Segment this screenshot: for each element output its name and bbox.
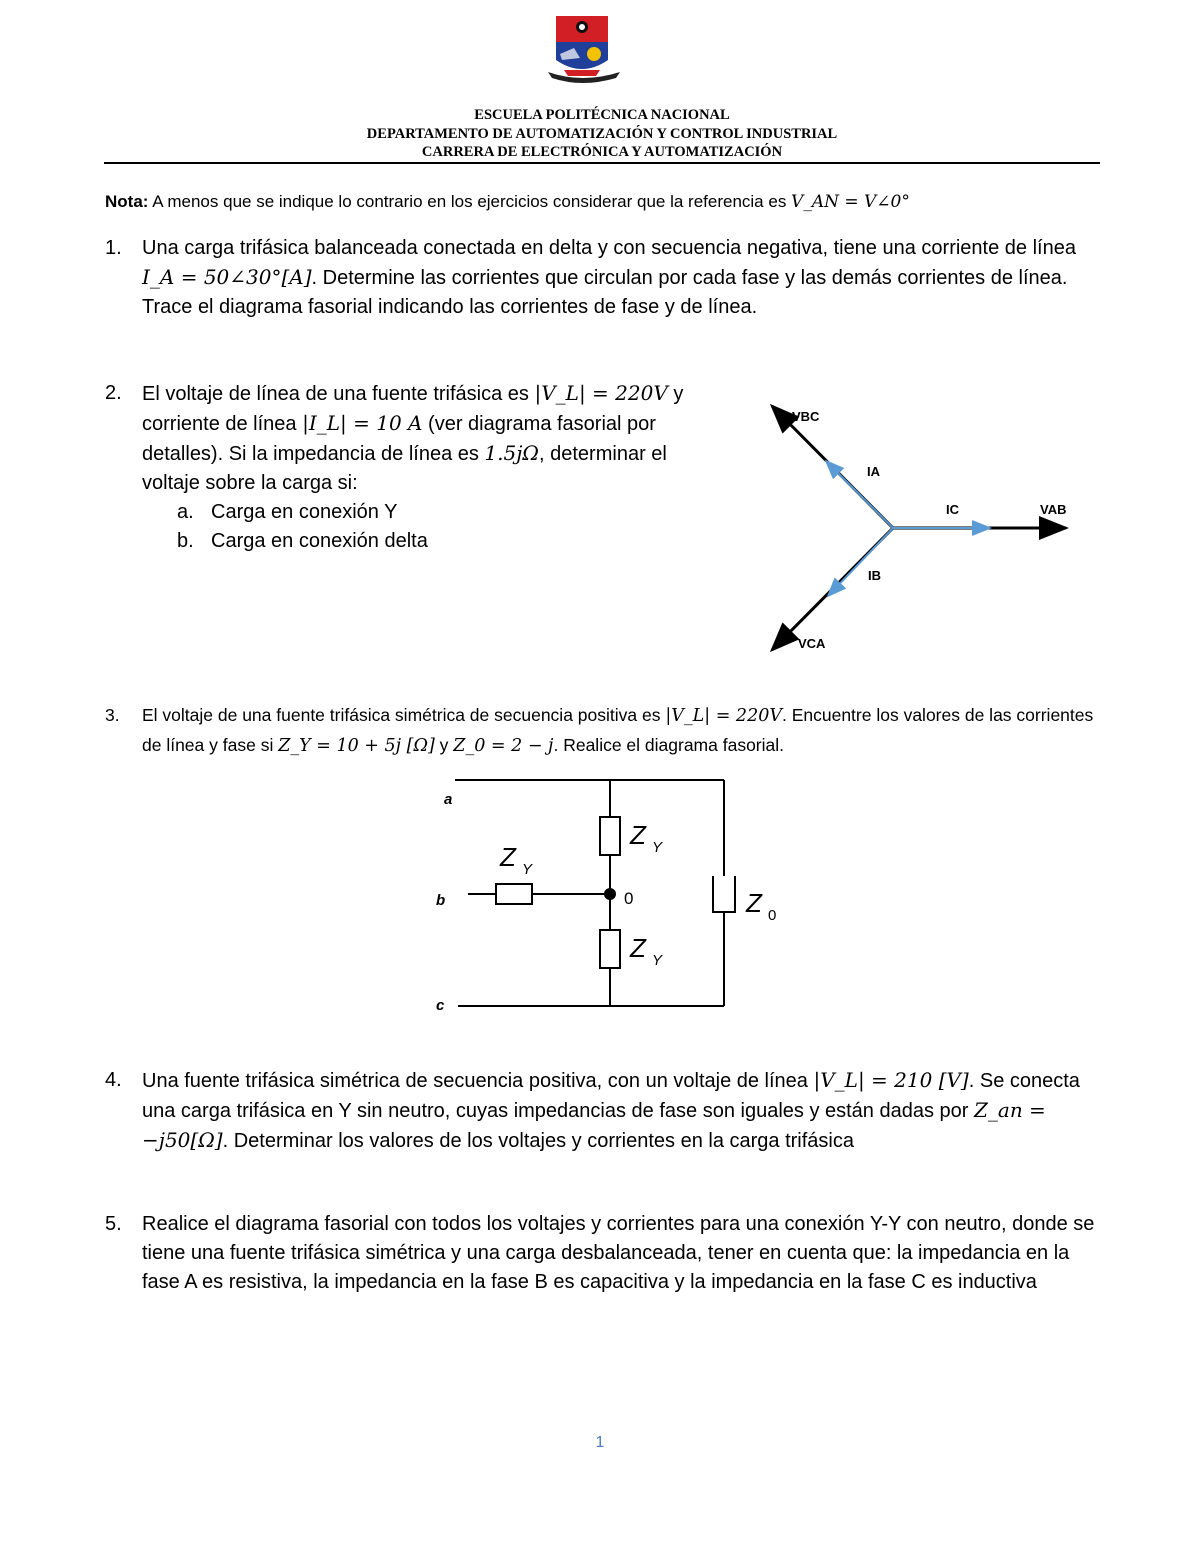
question-3 bbox=[105, 701, 1105, 761]
note-line bbox=[105, 192, 910, 212]
zy-bottom-label: Z bbox=[630, 933, 646, 963]
formula: Z_0 = 2 − j bbox=[453, 736, 554, 756]
zy-left-subscript: Y bbox=[522, 861, 533, 878]
formula: Z_an = −j50[Ω] bbox=[142, 1098, 1046, 1152]
document-header bbox=[104, 106, 1100, 162]
question-number: 5. bbox=[105, 1213, 122, 1235]
question-text: . Se conecta una carga trifásica en Y sin neutro, cuyas impedancias de fase son iguales y están dadas por bbox=[142, 1070, 1080, 1122]
formula: |V_L| = 210 [V] bbox=[813, 1068, 969, 1092]
z0-label: Z bbox=[746, 888, 762, 918]
formula: 1.5jΩ bbox=[484, 441, 540, 465]
question-text: . Realice el diagrama fasorial. bbox=[553, 735, 785, 755]
z0-subscript: 0 bbox=[768, 907, 777, 924]
formula: |I_L| = 10 A bbox=[302, 411, 423, 435]
ib-vector bbox=[828, 528, 893, 596]
question-text: El voltaje de una fuente trifásica simétrica de secuencia positiva es bbox=[142, 705, 666, 725]
question-number: 4. bbox=[105, 1069, 122, 1091]
question-text: Una fuente trifásica simétrica de secuencia positiva, con un voltaje de línea bbox=[142, 1070, 814, 1092]
ia-label: IA bbox=[867, 464, 880, 479]
node-0 bbox=[604, 888, 616, 900]
impedance-zy-top bbox=[600, 817, 620, 855]
node-0-label: 0 bbox=[624, 889, 634, 908]
option-text: Carga en conexión delta bbox=[211, 530, 428, 552]
department-name: DEPARTAMENTO DE AUTOMATIZACIÓN Y CONTROL INDUSTRIAL bbox=[366, 125, 838, 142]
formula: |V_L| = 220V bbox=[534, 381, 668, 405]
formula: I_A = 50∠30°[A] bbox=[142, 265, 312, 289]
page-number: 1 bbox=[595, 1434, 605, 1451]
question-text: , determinar el voltaje sobre la carga si: bbox=[142, 443, 667, 494]
program-name: CARRERA DE ELECTRÓNICA Y AUTOMATIZACIÓN bbox=[421, 144, 783, 160]
note-text: A menos que se indique lo contrario en los ejercicios considerar que la referencia es bbox=[148, 192, 792, 211]
formula: |V_L| = 220V bbox=[665, 706, 782, 726]
question-number: 2. bbox=[105, 382, 122, 404]
vbc-label: VBC bbox=[792, 409, 820, 424]
question-text: El voltaje de línea de una fuente trifásica es bbox=[142, 383, 535, 405]
question-text: . Determine las corrientes que circulan por cada fase y las demás corrientes de línea. Trace el diagrama fasorial indicando las corrientes de fase y de línea. bbox=[142, 267, 1068, 318]
terminal-b-label: b bbox=[436, 892, 446, 909]
zy-left-label: Z bbox=[500, 842, 516, 872]
terminal-c-label: c bbox=[436, 997, 445, 1014]
school-name: ESCUELA POLITÉCNICA NACIONAL bbox=[474, 107, 730, 123]
option-a bbox=[177, 498, 725, 527]
ic-label: IC bbox=[946, 502, 959, 517]
impedance-z0 bbox=[713, 876, 735, 912]
option-b bbox=[177, 527, 725, 556]
zy-top-subscript: Y bbox=[652, 839, 663, 856]
question-text: . Determinar los valores de los voltajes y corrientes en la carga trifásica bbox=[222, 1130, 854, 1152]
vab-label: VAB bbox=[1040, 502, 1067, 517]
question-2 bbox=[105, 379, 725, 556]
question-number: 3. bbox=[105, 705, 120, 725]
impedance-zy-left bbox=[496, 884, 532, 904]
note-formula: V_AN = V∠0° bbox=[791, 192, 910, 212]
question-number: 1. bbox=[105, 237, 122, 259]
terminal-a-label: a bbox=[444, 791, 453, 808]
vca-label: VCA bbox=[798, 636, 826, 651]
ib-label: IB bbox=[868, 568, 881, 583]
question-1 bbox=[105, 234, 1105, 322]
note-label: Nota: bbox=[105, 192, 149, 211]
ia-vector bbox=[826, 461, 893, 528]
option-label: a. bbox=[177, 501, 194, 523]
circuit-diagram bbox=[430, 772, 790, 1018]
option-text: Carga en conexión Y bbox=[211, 501, 398, 523]
impedance-zy-bottom bbox=[600, 930, 620, 968]
zy-bottom-subscript: Y bbox=[652, 952, 663, 969]
phasor-diagram bbox=[740, 390, 1090, 665]
option-label: b. bbox=[177, 530, 194, 552]
institution-seal-logo bbox=[544, 14, 624, 86]
question-text: y bbox=[434, 735, 454, 755]
question-text: (ver diagrama fasorial por detalles). Si la impedancia de línea es bbox=[142, 413, 656, 465]
header-divider bbox=[104, 162, 1100, 164]
question-text: Realice el diagrama fasorial con todos los voltajes y corrientes para una conexión Y-Y con neutro, donde se tiene una fuente trifásica simétrica y una carga desbalanceada, tener en cuenta que: la impedancia en la fase A es resistiva, la impedancia en la fase B es capacitiva y la impedancia en la fase C es inductiva bbox=[142, 1213, 1095, 1293]
question-5 bbox=[105, 1210, 1105, 1297]
question-4 bbox=[105, 1066, 1105, 1156]
question-text: y corriente de línea bbox=[142, 383, 684, 435]
zy-top-label: Z bbox=[630, 820, 646, 850]
question-text: Una carga trifásica balanceada conectada en delta y con secuencia negativa, tiene una corriente de línea bbox=[142, 237, 1076, 259]
formula: Z_Y = 10 + 5j [Ω] bbox=[278, 736, 435, 756]
question-text: . Encuentre los valores de las corrientes de línea y fase si bbox=[142, 705, 1094, 755]
